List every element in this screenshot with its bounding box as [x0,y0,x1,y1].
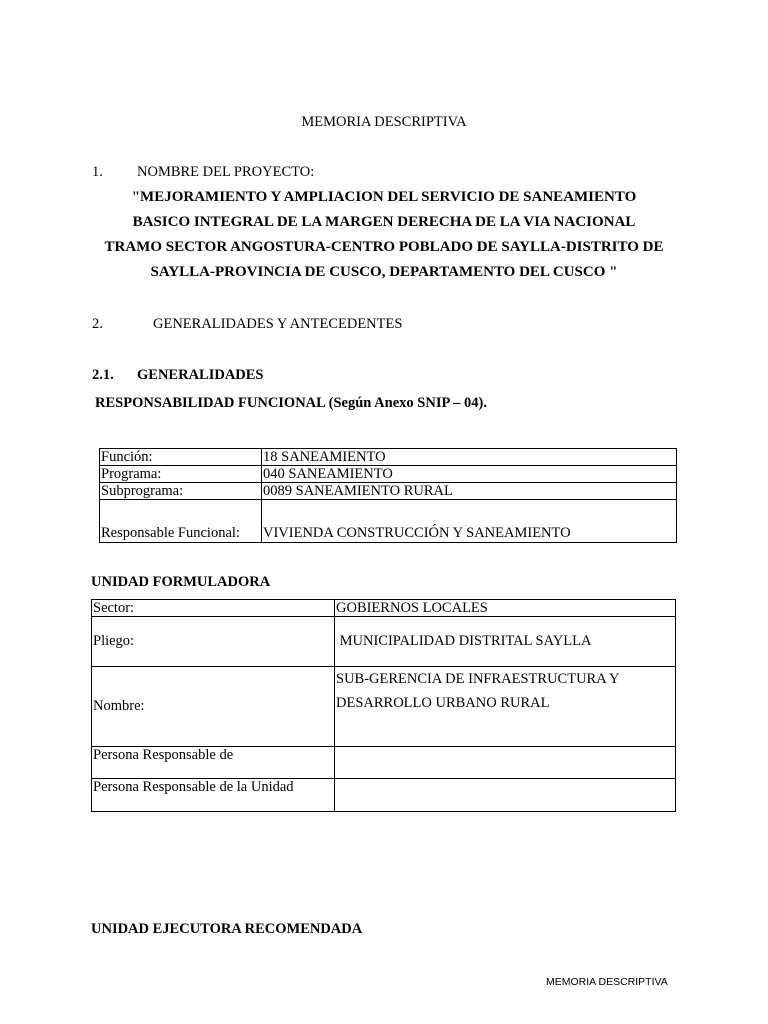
table-row [92,779,676,812]
functional-responsibility-heading: RESPONSABILIDAD FUNCIONAL (Según Anexo SNIP – 04). [95,395,487,411]
table-cell-label: Nombre: [92,667,335,747]
table-cell-value: GOBIERNOS LOCALES [335,600,676,617]
table-cell-value [335,747,676,779]
section-2-heading: GENERALIDADES Y ANTECEDENTES [153,316,403,332]
document-title: MEMORIA DESCRIPTIVA [301,114,467,130]
table-row [100,483,677,500]
functional-responsibility-table [99,448,677,543]
table-cell-label: Persona Responsable de [92,747,335,779]
table-cell-value: 040 SANEAMIENTO [262,466,677,483]
table-cell-label: Persona Responsable de la Unidad [92,779,335,812]
table-cell-value: 0089 SANEAMIENTO RURAL [262,483,677,500]
section-2-1-heading: GENERALIDADES [137,367,264,383]
table-row [100,449,677,466]
section-2-number: 2. [92,316,103,332]
table-cell-label: Responsable Funcional: [100,500,262,543]
unidad-ejecutora-heading: UNIDAD EJECUTORA RECOMENDADA [91,921,363,937]
table-cell-value: SUB-GERENCIA DE INFRAESTRUCTURA Y DESARROLLO URBANO RURAL [335,667,676,747]
project-name-line-2: BASICO INTEGRAL DE LA MARGEN DERECHA DE LA VIA NACIONAL [132,214,636,230]
table-cell-value: 18 SANEAMIENTO [262,449,677,466]
table-cell-label: Subprograma: [100,483,262,500]
table-row [100,500,677,543]
unidad-formuladora-heading: UNIDAD FORMULADORA [91,574,271,590]
table-cell-value: VIVIENDA CONSTRUCCIÓN Y SANEAMIENTO [262,500,677,543]
table-cell-label: Programa: [100,466,262,483]
section-1-heading: NOMBRE DEL PROYECTO: [137,164,315,180]
table-cell-value [335,779,676,812]
unidad-formuladora-table [91,599,676,812]
project-name-line-3: TRAMO SECTOR ANGOSTURA-CENTRO POBLADO DE SAYLLA-DISTRITO DE [104,239,664,255]
table-cell-value: MUNICIPALIDAD DISTRITAL SAYLLA [335,617,676,667]
project-name-line-1: "MEJORAMIENTO Y AMPLIACION DEL SERVICIO DE SANEAMIENTO [131,189,637,205]
section-2-1-number: 2.1. [92,367,114,383]
page-footer: MEMORIA DESCRIPTIVA [546,976,668,988]
table-cell-label: Sector: [92,600,335,617]
section-1-number: 1. [92,164,103,180]
project-name-line-4: SAYLLA-PROVINCIA DE CUSCO, DEPARTAMENTO DEL CUSCO " [150,264,618,280]
table-cell-label: Pliego: [92,617,335,667]
table-row [100,466,677,483]
table-row [92,667,676,747]
table-cell-label: Función: [100,449,262,466]
table-row [92,617,676,667]
table-row [92,747,676,779]
table-row [92,600,676,617]
